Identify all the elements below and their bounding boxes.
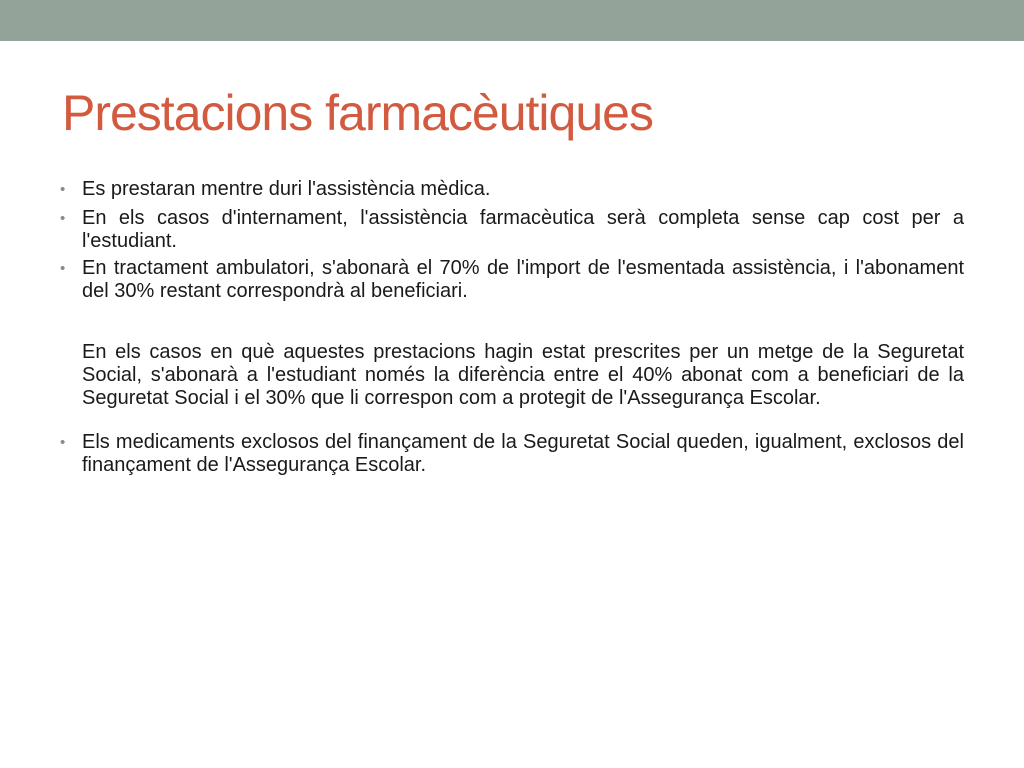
bullet-item: • En els casos d'internament, l'assistència farmacèutica serà completa sense cap cost per a l'estudiant. <box>60 207 964 253</box>
bullet-item: • Es prestaran mentre duri l'assistència mèdica. <box>60 178 964 201</box>
slide-body <box>60 178 964 477</box>
bullet-item: • Els medicaments exclosos del finançament de la Seguretat Social queden, igualment, exclosos del finançament de l'Assegurança Escolar. <box>60 431 964 477</box>
top-accent-bar <box>0 0 1024 41</box>
slide-title: Prestacions farmacèutiques <box>62 85 653 141</box>
bullet-item: • En tractament ambulatori, s'abonarà el 70% de l'import de l'esmentada assistència, i l'abonament del 30% restant correspondrà al beneficiari. <box>60 257 964 303</box>
body-paragraph: En els casos en què aquestes prestacions hagin estat prescrites per un metge de la Seguretat Social, s'abonarà a l'estudiant només la diferència entre el 40% abonat com a beneficiari de la Seguretat Social i el 30% que li correspon com a protegit de l'Assegurança Escolar. <box>82 341 964 409</box>
